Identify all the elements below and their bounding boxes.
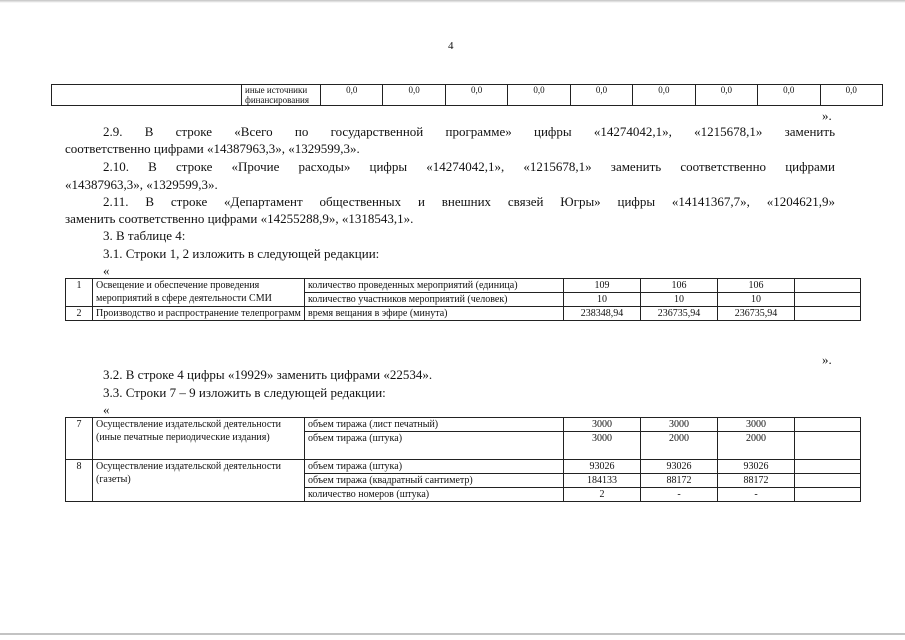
indicator-label: время вещания в эфире (минута)	[305, 307, 564, 321]
indicator-label: количество номеров (штука)	[305, 488, 564, 502]
row-number: 7	[66, 418, 93, 460]
value-cell: 184133	[564, 474, 641, 488]
table-4-rows-1-2	[65, 278, 861, 321]
value-cell: 0,0	[633, 85, 695, 106]
paragraph-2-10: 2.10. В строке «Прочие расходы» цифры «14274042,1», «1215678,1» заменить соответственно цифрами	[103, 159, 835, 174]
value-cell: 0,0	[570, 85, 632, 106]
value-cell: 10	[564, 293, 641, 307]
value-cell: 0,0	[820, 85, 883, 106]
value-cell: 238348,94	[564, 307, 641, 321]
value-cell: 236735,94	[718, 307, 795, 321]
close-quote: ».	[822, 108, 832, 123]
value-cell: 10	[641, 293, 718, 307]
value-cell: -	[641, 488, 718, 502]
value-cell: 0,0	[445, 85, 507, 106]
value-cell: -	[718, 488, 795, 502]
value-cell: 0,0	[695, 85, 757, 106]
scan-edge-top	[0, 0, 905, 3]
value-cell: 236735,94	[641, 307, 718, 321]
activity-name: Производство и распространение телепрограмм	[93, 307, 305, 321]
indicator-label: количество проведенных мероприятий (единица)	[305, 279, 564, 293]
value-cell: 0,0	[758, 85, 820, 106]
value-cell: 2	[564, 488, 641, 502]
activity-name: Осуществление издательской деятельности (газеты)	[93, 460, 305, 502]
value-cell: 93026	[718, 460, 795, 474]
value-cell: 0,0	[321, 85, 383, 106]
table-row	[66, 307, 861, 321]
close-quote: ».	[822, 352, 832, 367]
indicator-label: количество участников мероприятий (человек)	[305, 293, 564, 307]
scan-edge-bottom	[0, 633, 905, 635]
paragraph-3-2: 3.2. В строке 4 цифры «19929» заменить цифрами «22534».	[103, 367, 433, 382]
table-4-rows-7-9	[65, 417, 861, 502]
row-number: 8	[66, 460, 93, 502]
value-cell: 0,0	[383, 85, 445, 106]
table-row	[66, 279, 861, 293]
financing-table-fragment	[51, 84, 883, 106]
row-number: 1	[66, 279, 93, 307]
open-quote: «	[103, 263, 110, 278]
page-number: 4	[448, 40, 454, 52]
table-row	[66, 460, 861, 474]
indicator-label: объем тиража (квадратный сантиметр)	[305, 474, 564, 488]
value-cell: 109	[564, 279, 641, 293]
paragraph-3-3: 3.3. Строки 7 – 9 изложить в следующей редакции:	[103, 385, 386, 400]
value-cell: 3000	[564, 432, 641, 460]
paragraph-3: 3. В таблице 4:	[103, 228, 186, 243]
table-row	[52, 85, 883, 106]
row-label: иные источники финансирования	[242, 85, 321, 106]
value-cell: 106	[641, 279, 718, 293]
paragraph-2-10-cont: «14387963,3», «1329599,3».	[65, 177, 218, 192]
value-cell: 2000	[641, 432, 718, 460]
value-cell: 88172	[718, 474, 795, 488]
indicator-label: объем тиража (штука)	[305, 432, 564, 460]
paragraph-3-1: 3.1. Строки 1, 2 изложить в следующей редакции:	[103, 246, 380, 261]
value-cell: 106	[718, 279, 795, 293]
value-cell: 88172	[641, 474, 718, 488]
value-cell: 0,0	[508, 85, 570, 106]
value-cell: 3000	[564, 418, 641, 432]
indicator-label: объем тиража (лист печатный)	[305, 418, 564, 432]
activity-name: Освещение и обеспечение проведения мероприятий в сфере деятельности СМИ	[93, 279, 305, 307]
value-cell: 2000	[718, 432, 795, 460]
paragraph-2-9: 2.9. В строке «Всего по государственной программе» цифры «14274042,1», «1215678,1» заменить	[103, 124, 835, 139]
value-cell: 93026	[641, 460, 718, 474]
value-cell: 3000	[641, 418, 718, 432]
indicator-label: объем тиража (штука)	[305, 460, 564, 474]
paragraph-2-11: 2.11. В строке «Департамент общественных и внешних связей Югры» цифры «14141367,7», «1204621,9»	[103, 194, 835, 209]
open-quote: «	[103, 402, 110, 417]
activity-name: Осуществление издательской деятельности (иные печатные периодические издания)	[93, 418, 305, 460]
value-cell: 3000	[718, 418, 795, 432]
row-number: 2	[66, 307, 93, 321]
paragraph-2-9-cont: соответственно цифрами «14387963,3», «1329599,3».	[65, 141, 360, 156]
table-row	[66, 418, 861, 432]
value-cell: 93026	[564, 460, 641, 474]
paragraph-2-11-cont: заменить соответственно цифрами «14255288,9», «1318543,1».	[65, 211, 414, 226]
value-cell: 10	[718, 293, 795, 307]
